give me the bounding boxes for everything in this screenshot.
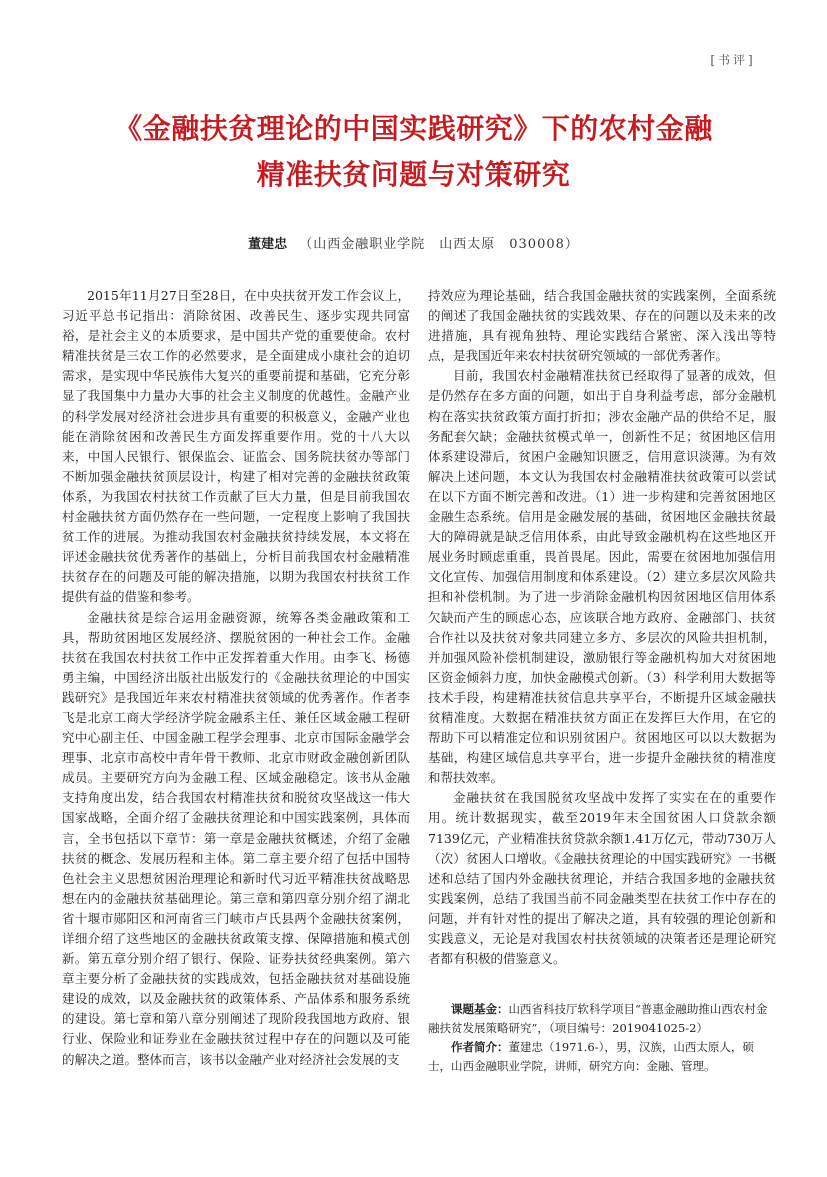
title-line-2: 精准扶贫问题与对策研究 <box>256 158 571 191</box>
section-tag: [书评] <box>710 53 756 67</box>
title-line-1: 《金融扶贫理论的中国实践研究》下的农村金融 <box>114 112 713 145</box>
author-bio-note <box>428 1038 776 1076</box>
paragraph-intro: 2015年11月27日至28日，在中央扶贫开发工作会议上，习近平总书记指出：消除贫困、改善民生、逐步实现共同富裕，是社会主义的本质要求，是中国共产党的重要使命。农村精准扶贫是三农工作的必然要求，是全面建成小康社会的迫切需求，是实现中华民族伟大复兴的重要前提和基础，它充分彰显了我国集中力量办大事的社会主义制度的优越性。金融产业的科学发展对经济社会进步具有重要的积极意义，金融产业也能在消除贫困和改善民生方面发挥重要作用。党的十八大以来，中国人民银行、银保监会、证监会、国务院扶贫办等部门不断加强金融扶贫顶层设计，构建了相对完善的金融扶贫政策体系，为我国农村扶贫工作贡献了巨大力量，但是目前我国农村金融扶贫方面仍然存在一些问题，一定程度上影响了我国扶贫工作的进展。为推动我国农村金融扶贫持续发展，本文将在评述金融扶贫优秀著作的基础上，分析目前我国农村金融精准扶贫存在的问题及可能的解决措施，以期为我国农村扶贫工作提供有益的借鉴和参考。 <box>62 288 410 605</box>
left-column <box>62 286 410 1118</box>
author-affiliation: （山西金融职业学院 山西太原 030008） <box>299 237 579 252</box>
paragraph-book-review: 金融扶贫是综合运用金融资源，统筹各类金融政策和工具，帮助贫困地区发展经济、摆脱贫困的一种社会工作。金融扶贫在我国农村扶贫工作中正发挥着重大作用。由李飞、杨德勇主编，中国经济出版社出版发行的《金融扶贫理论的中国实践研究》是我国近年来农村精准扶贫领域的优秀著作。作者李飞是北京工商大学经济学院金融系主任、兼任区域金融工程研究中心副主任、中国金融工程学会理事、北京市国际金融学会理事、北京市高校中青年骨干教师、北京市财政金融创新团队成员。主要研究方向为金融工程、区域金融稳定。该书从金融支持角度出发，结合我国农村精准扶贫和脱贫攻坚战这一伟大国家战略，全面介绍了金融扶贫理论和中国实践案例，具体而言，全书包括以下章节：第一章是金融扶贫概述，介绍了金融扶贫的概念、发展历程和主体。第二章主要介绍了包括中国特色社会主义思想贫困治理理论和新时代习近平精准扶贫战略思想在内的金融扶贫基础理论。第三章和第四章分别介绍了湖北省十堰市郧阳区和河南省三门峡市卢氏县两个金融扶贫案例，详细介绍了这些地区的金融扶贫政策支撑、保障措施和模式创新。第五章分别介绍了银行、保险、证券扶贫经典案例。第六章主要分析了金融扶贫的实践成效，包括金融扶贫对基础设施建设的成效，以及金融扶贫的政策体系、产品体系和服务系统的建设。第七章和第八章分别阐述了现阶段我国地方政府、银行业、保险业和证券业在金融扶贫过程中存在的问题以及可能的解决之道。整体而言，该书以金融产业对经济社会发展的支 <box>62 609 410 1067</box>
author-bio-text: 董建忠（1971.6-），男，汉族，山西太原人，硕士，山西金融职业学院，讲师，研究方向：金融、管理。 <box>428 1040 754 1073</box>
footnote <box>428 1000 776 1076</box>
funding-label: 课题基金： <box>451 1002 509 1016</box>
byline <box>0 236 827 254</box>
right-column <box>428 286 776 976</box>
author-bio-label: 作者简介： <box>451 1040 509 1054</box>
funding-text: 山西省科技厅软科学项目“普惠金融助推山西农村金融扶贫发展策略研究”，（项目编号：2019041025-2） <box>428 1002 768 1035</box>
paragraph-book-review-continued: 持效应为理论基础，结合我国金融扶贫的实践案例，全面系统的阐述了我国金融扶贫的实践效果、存在的问题以及未来的改进措施，具有视角独特、理论实践结合紧密、深入浅出等特点，是我国近年来农村扶贫研究领域的一部优秀著作。 <box>428 288 776 364</box>
paragraph-conclusion: 金融扶贫在我国脱贫攻坚战中发挥了实实在在的重要作用。统计数据现实，截至2019年末全国贫困人口贷款余额7139亿元，产业精准扶贫贷款余额1.41万亿元，带动730万人（次）贫困人口增收。《金融扶贫理论的中国实践研究》一书概述和总结了国内外金融扶贫理论，并结合我国多地的金融扶贫实践案例，总结了我国当前不同金融类型在扶贫工作中存在的问题，并有针对性的提出了解决之道，具有较强的理论创新和实践意义，无论是对我国农村扶贫领域的决策者还是理论研究者都有积极的借鉴意义。 <box>428 790 776 967</box>
article-title <box>40 106 787 198</box>
author-name: 董建忠 <box>248 237 288 252</box>
paragraph-problems-and-measures: 目前，我国农村金融精准扶贫已经取得了显著的成效，但是仍然存在多方面的问题，如出于自身利益考虑，部分金融机构在落实扶贫政策方面打折扣；涉农金融产品的供给不足，服务配套欠缺；金融扶贫模式单一，创新性不足；贫困地区信用体系建设滞后，贫困户金融知识匮乏，信用意识淡薄。为有效解决上述问题，本文认为我国农村金融精准扶贫政策可以尝试在以下方面不断完善和改进。（1）进一步构建和完善贫困地区金融生态系统。信用是金融发展的基础，贫困地区金融扶贫最大的障碍就是缺乏信用体系，由此导致金融机构在这些地区开展业务时顾虑重重，畏首畏尾。因此，需要在贫困地加强信用文化宣传、加强信用制度和体系建设。（2）建立多层次风险共担和补偿机制。为了进一步消除金融机构因贫困地区信用体系欠缺而产生的顾虑心态，应该联合地方政府、金融部门、扶贫合作社以及扶贫对象共同建立多方、多层次的风险共担机制，并加强风险补偿机制建设，激励银行等金融机构加大对贫困地区资金倾斜力度，加快金融模式创新。（3）科学利用大数据等技术手段，构建精准扶贫信息共享平台，不断提升区域金融扶贫精准度。大数据在精准扶贫方面正在发挥巨大作用，在它的帮助下可以精准定位和识别贫困户。贫困地区可以以大数据为基础，构建区域信息共享平台，进一步提升金融扶贫的精准度和帮扶效率。 <box>428 368 776 786</box>
funding-note <box>428 1000 776 1038</box>
